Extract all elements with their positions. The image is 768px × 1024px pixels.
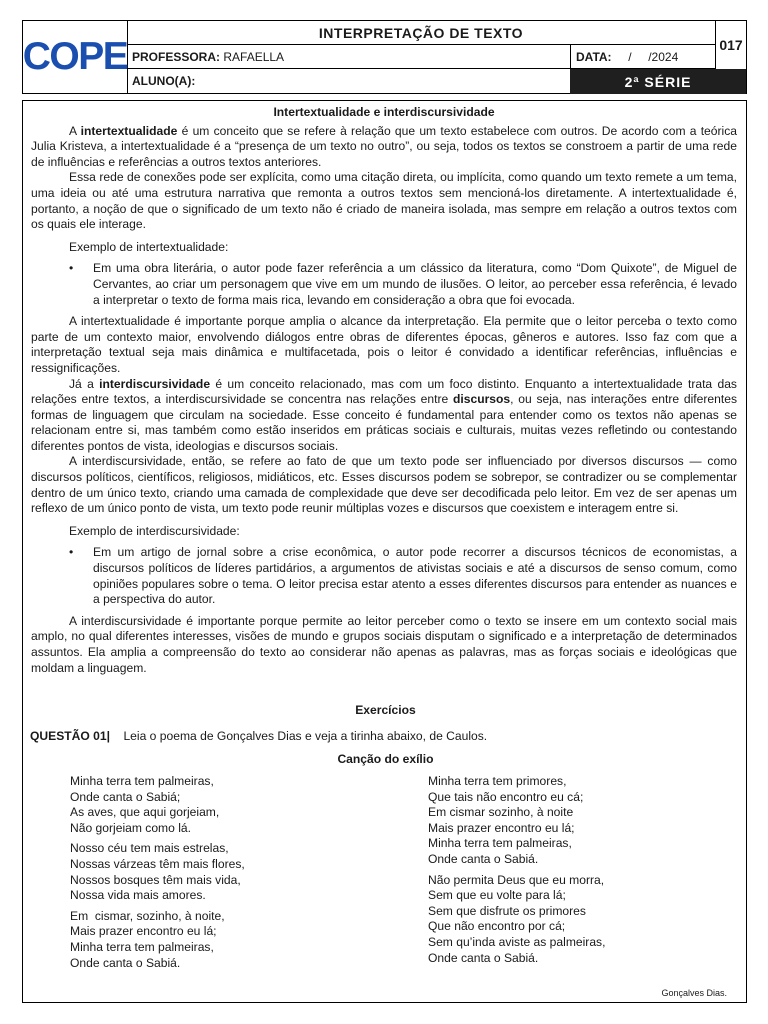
paragraph-3: A intertextualidade é importante porque amplia o alcance da interpretação. Ela permite que o leitor perceba o texto como parte de um contexto maior, envolvendo diálogos entre obras de diferentes épocas, gêneros e autores. Isso faz com que a interpretação textual seja mais dinâmica e multifacetada, pois o leitor é convidado a identificar referências, influências e ressignificações. — [31, 314, 737, 375]
student-field — [127, 69, 570, 93]
poem-line: Sem qu’inda aviste as palmeiras, — [428, 934, 606, 949]
exercises-title: Exercícios — [355, 703, 416, 717]
poem-line: Que tais não encontro eu cá; — [428, 789, 584, 804]
poem-line: Em cismar, sozinho, à noite, — [70, 908, 225, 923]
poem-stanza — [70, 841, 245, 903]
worksheet-number: 017 — [715, 21, 746, 69]
logo-text: COPE — [22, 35, 128, 78]
poem-stanza — [70, 909, 245, 971]
worksheet-body — [22, 100, 747, 1003]
poem-line: Sem que eu volte para lá; — [428, 888, 566, 903]
example-2-label: Exemplo de interdiscursividade: — [69, 523, 240, 538]
poem-line: Minha terra tem primores, — [428, 774, 567, 788]
date-label: DATA: — [576, 49, 612, 64]
poem-line: Não permita Deus que eu morra, — [428, 872, 605, 887]
poem-line: Onde canta o Sabiá. — [428, 851, 539, 866]
question-1-text: Leia o poema de Gonçalves Dias e veja a tirinha abaixo, de Caulos. — [123, 729, 488, 743]
teacher-name: RAFAELLA — [223, 49, 285, 64]
example-2-bullet: • Em um artigo de jornal sobre a crise econômica, o autor pode recorrer a discursos técnicos de economistas, a discursos políticos de líderes partidários, a argumentos de ativistas sociais e até a discursos de senso comum, como opiniões populares sobre o tema. O leitor precisa estar atento a esses diferentes discursos para entender as nuances e a perspectiva do autor. — [69, 545, 737, 607]
poem-line: Em cismar sozinho, à noite — [428, 805, 574, 820]
poem-line: Que não encontro por cá; — [428, 919, 566, 934]
poem-line: Sem que disfrute os primores — [428, 903, 586, 918]
school-logo — [23, 21, 128, 93]
date-value: / /2024 — [628, 49, 679, 64]
poem-line: Nossos bosques têm mais vida, — [70, 872, 241, 887]
poem-line: Minha terra tem palmeiras, — [70, 939, 214, 954]
example-1-bullet: • Em uma obra literária, o autor pode fazer referência a um clássico da literatura, como “Dom Quixote”, de Miguel de Cervantes, ao criar um personagem que vive em um mundo de ilusões. O leitor, ao perceber essa referência, é levado a interpretar o texto de forma mais rica, levando em consideração a obra que foi evocada. — [69, 261, 737, 307]
date-field — [570, 45, 715, 69]
poem-line: Onde canta o Sabiá. — [428, 950, 539, 965]
paragraph-6: A interdiscursividade é importante porque permite ao leitor perceber como o texto se insere em um contexto social mais amplo, no qual diferentes interesses, visões de mundo e grupos sociais disputam o significado e a interpretação de determinados assuntos. Ela amplia a compreensão do texto ao considerar não apenas as palavras, mas as forças sociais e ideológicas que moldam a linguagem. — [31, 613, 737, 675]
article — [31, 105, 737, 676]
poem-line: Não gorjeiam como lá. — [70, 820, 191, 835]
poem-stanza — [428, 873, 605, 967]
poem-line: Mais prazer encontro eu lá; — [70, 924, 217, 939]
poem-line: Onde canta o Sabiá; — [70, 789, 181, 804]
worksheet-header — [22, 20, 747, 94]
poem-line: Nosso céu tem mais estrelas, — [70, 841, 229, 856]
worksheet-title: INTERPRETAÇÃO DE TEXTO — [127, 21, 715, 45]
question-1 — [30, 729, 487, 743]
paragraph-5: A interdiscursividade, então, se refere ao fato de que um texto pode ser influenciado por diversos discursos — como discursos políticos, científicos, religiosos, midiáticos, etc. Esses discursos podem se sobrepor, se contradizer ou se complementar dentro de um único texto, criando uma camada de complexidade que deve ser decodificada pelo leitor. Em vez de ser apenas um reflexo de um único ponto de vista, um texto pode reunir múltiplas vozes e discursos que coexistem e interagem entre si. — [31, 454, 737, 516]
article-title: Intertextualidade e interdiscursividade — [273, 105, 495, 119]
question-1-label: QUESTÃO 01| — [30, 729, 110, 743]
student-label: ALUNO(A): — [132, 74, 196, 88]
poem-line: As aves, que aqui gorjeiam, — [70, 805, 220, 820]
grade-badge: 2ª SÉRIE — [570, 69, 746, 94]
poem-line: Mais prazer encontro eu lá; — [428, 820, 575, 835]
poem-line: Nossa vida mais amores. — [70, 888, 206, 903]
poem-right-column — [428, 774, 605, 971]
poem-line: Minha terra tem palmeiras, — [428, 836, 572, 851]
poem-stanza — [70, 774, 245, 836]
paragraph-4: Já a interdiscursividade é um conceito relacionado, mas com um foco distinto. Enquanto a intertextualidade trata das relações entre textos, a interdiscursividade se concentra nas relações entre discursos, ou seja, nas interações entre diferentes formas de linguagem que circulam na sociedade. Esse conceito é fundamental para entender como os textos não apenas se relacionam entre si, mas também como estão inseridos em práticas sociais e culturais, muitas vezes refletindo ou contestando diferentes pontos de vista, ideologias e discursos sociais. — [31, 376, 737, 453]
poem-title: Canção do exílio — [337, 752, 434, 766]
teacher-label: PROFESSORA: — [132, 49, 221, 64]
poem-stanza — [428, 774, 605, 868]
poem-line: Onde canta o Sabiá. — [70, 955, 181, 970]
teacher-field — [127, 45, 570, 69]
poem-line: Minha terra tem palmeiras, — [70, 774, 214, 788]
paragraph-1: A intertextualidade é um conceito que se refere à relação que um texto estabelece com outros. De acordo com a teórica Julia Kristeva, a intertextualidade é a “presença de um texto no outro”, ou seja, todos os textos se constroem a partir de uma rede de influências e referências a outros textos anteriores. — [31, 123, 737, 169]
poem-left-column — [70, 774, 245, 976]
paragraph-2: Essa rede de conexões pode ser explícita, como uma citação direta, ou implícita, como quando um texto remete a um tema, uma ideia ou até uma estrutura narrativa que remonta a outros textos sem mencioná-los diretamente. A intertextualidade é, portanto, a noção de que o significado de um texto não é criado de maneira isolada, mas sempre em relação a outros textos com os quais ele interage. — [31, 170, 737, 232]
poem-author: Gonçalves Dias. — [661, 988, 727, 998]
poem-line: Nossas várzeas têm mais flores, — [70, 856, 245, 871]
example-1-label: Exemplo de intertextualidade: — [69, 239, 229, 254]
